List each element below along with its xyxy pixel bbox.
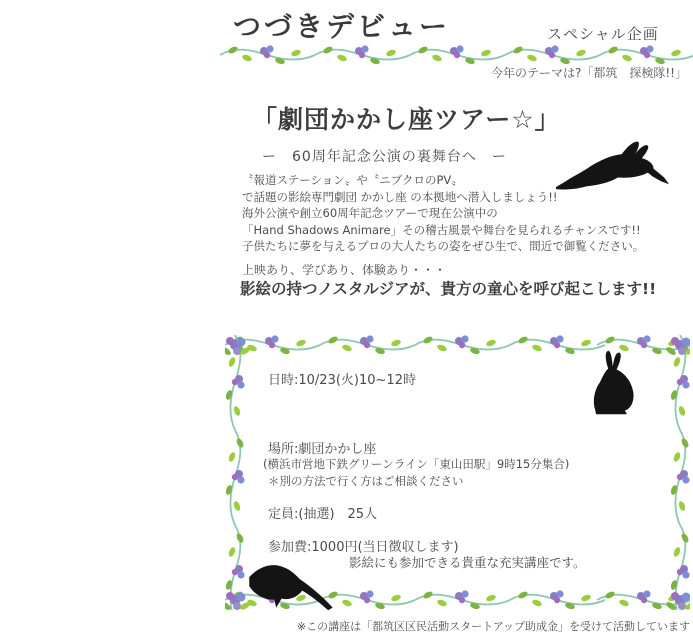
- tour-title: 「劇団かかし座ツアー☆」: [252, 105, 561, 134]
- tagline: 上映あり、学びあり、体験あり・・・: [242, 263, 447, 277]
- special-plan-badge: スペシャル企画: [547, 25, 659, 43]
- theme-line: 今年のテーマは?「都筑 探検隊!!」: [491, 66, 687, 80]
- body-paragraph: [242, 172, 644, 255]
- detail-fee: 参加費:1000円(当日徴収します): [268, 540, 459, 555]
- body-line: 「Hand Shadows Animare」その稽古風景や舞台を見られるチャンスです!!: [242, 222, 641, 237]
- detail-capacity: 定員:(抽選) 25人: [268, 507, 378, 522]
- flyer-title: つづきデビュー: [233, 10, 451, 43]
- detail-datetime: 日時:10/23(火)10~12時: [268, 373, 416, 388]
- rabbit-sitting-icon: [583, 348, 639, 418]
- detail-place: 場所:劇団かかし座: [268, 442, 377, 457]
- body-line: 子供たちに夢を与えるプロの大人たちの姿をぜひ生で、間近で御覧ください。: [242, 239, 645, 253]
- detail-access-note: ＊別の方法で行く方はご相談ください: [268, 474, 464, 488]
- footer-note: ※この講座は「都筑区区民活動スタートアップ助成金」を受けて活動しています: [296, 620, 690, 633]
- detail-access: (横浜市営地下鉄グリーンライン「東山田駅」9時15分集合): [263, 457, 570, 471]
- detail-fee-note: 影絵にも参加できる貴重な充実講座です。: [349, 555, 586, 570]
- body-line: 海外公演や創立60周年記念ツアーで現在公演中の: [242, 206, 498, 220]
- details-box: [225, 335, 690, 610]
- body-line: 〝報道ステーション〟や〝ニブクロのPV〟: [242, 173, 463, 187]
- tour-subtitle: ー 60周年記念公演の裏舞台へ ー: [262, 149, 507, 165]
- highlight-line: 影絵の持つノスタルジアが、貴方の童心を呼び起こします!!: [240, 280, 657, 298]
- body-line: で話題の影絵専門劇団 かかし座 の本拠地へ潜入しましょう!!: [242, 189, 558, 204]
- flying-bird-icon: [243, 561, 338, 613]
